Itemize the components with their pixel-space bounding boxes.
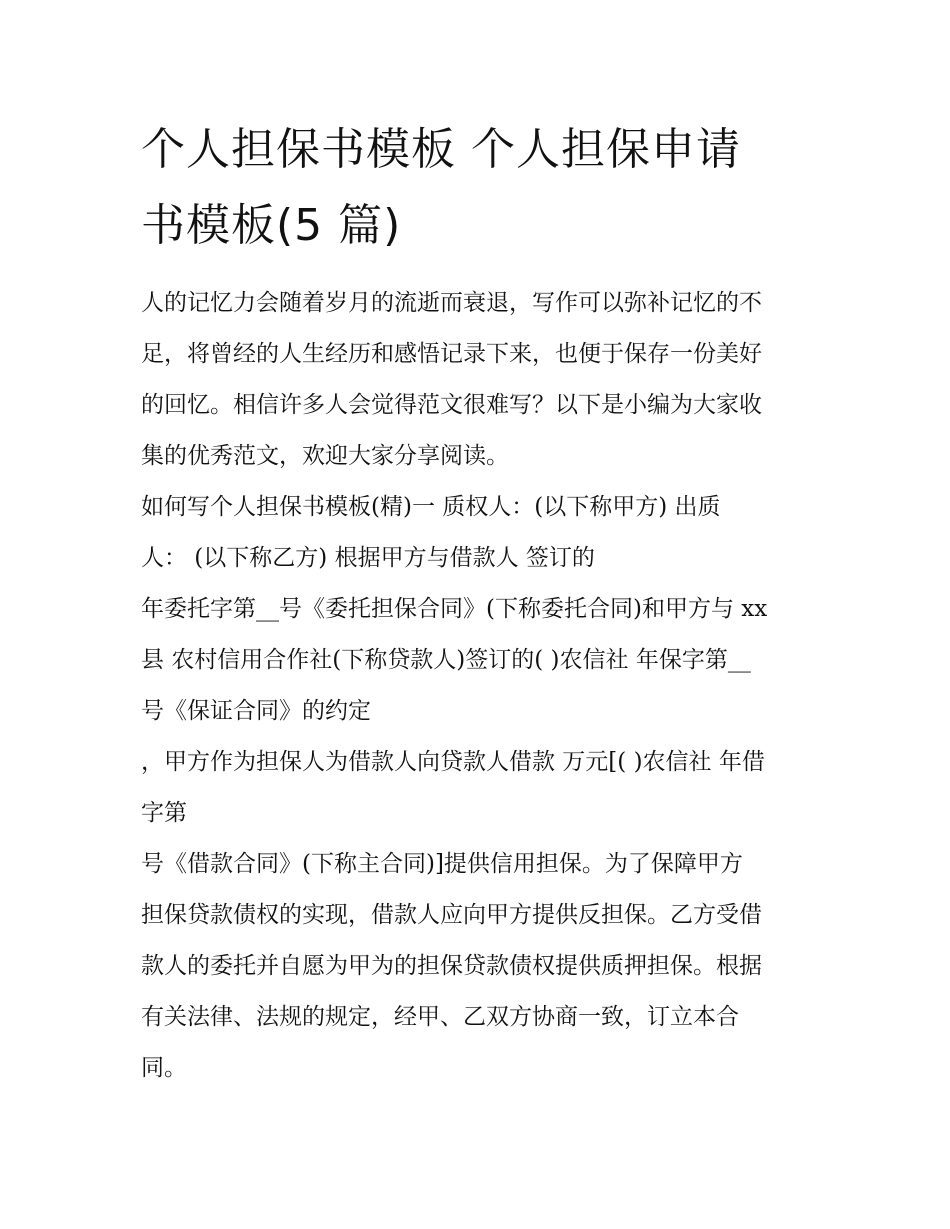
body-line: ，甲方作为担保人为借款人向贷款人借款 万元[( )农信社 年借 bbox=[141, 749, 765, 775]
document-content bbox=[141, 112, 816, 1094]
title-line-1: 个人担保书模板 个人担保申请 bbox=[141, 124, 741, 175]
document-title bbox=[141, 112, 816, 264]
body-line: 县 农村信用合作社(下称贷款人)签订的( )农信社 年保字第__ bbox=[141, 647, 751, 673]
body-line: 人： (以下称乙方) 根据甲方与借款人 签订的 bbox=[141, 545, 595, 571]
body-line: 担保贷款债权的实现，借款人应向甲方提供反担保。乙方受借 bbox=[141, 902, 762, 928]
body-line: 年委托字第__号《委托担保合同》(下称委托合同)和甲方与 xx bbox=[141, 596, 768, 622]
body-line: 同。 bbox=[141, 1055, 187, 1081]
body-line: 有关法律、法规的规定，经甲、乙双方协商一致，订立本合 bbox=[141, 1004, 739, 1030]
body-line: 人的记忆力会随着岁月的流逝而衰退，写作可以弥补记忆的不 bbox=[141, 290, 762, 316]
title-line-2: 书模板(5 篇) bbox=[141, 200, 402, 251]
document-body bbox=[141, 278, 816, 1094]
body-line: 字第 bbox=[141, 800, 187, 826]
body-line: 足，将曾经的人生经历和感悟记录下来，也便于保存一份美好 bbox=[141, 341, 762, 367]
body-line: 号《保证合同》的约定 bbox=[141, 698, 371, 724]
body-line: 的回忆。相信许多人会觉得范文很难写？以下是小编为大家收 bbox=[141, 392, 762, 418]
body-line: 集的优秀范文，欢迎大家分享阅读。 bbox=[141, 443, 509, 469]
body-line: 号《借款合同》(下称主合同)]提供信用担保。为了保障甲方 bbox=[141, 851, 743, 877]
body-line: 如何写个人担保书模板(精)一 质权人：(以下称甲方) 出质 bbox=[141, 494, 721, 520]
body-line: 款人的委托并自愿为甲为的担保贷款债权提供质押担保。根据 bbox=[141, 953, 762, 979]
